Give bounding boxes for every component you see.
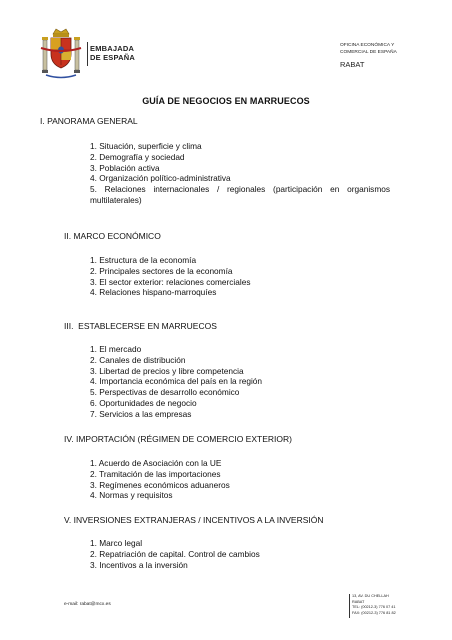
list-item: 4. Relaciones hispano-marroquíes [90, 287, 217, 298]
footer-address [352, 594, 396, 616]
list-item: 4. Normas y requisitos [90, 490, 173, 501]
list-item: 5. Relaciones internacionales / regionales (participación en organismos multilaterales) [90, 184, 390, 205]
address-line: FAX: (00212-3) 776 81 82 [352, 610, 396, 615]
list-item: 2. Demografía y sociedad [90, 151, 185, 162]
office-line-1: OFICINA ECONÓMICA Y [340, 43, 395, 48]
section-establecerse [64, 321, 217, 332]
address-line: RABAT [352, 599, 365, 604]
section-importacion [64, 434, 292, 445]
office-city: RABAT [340, 60, 365, 69]
document-title: GUÍA DE NEGOCIOS EN MARRUECOS [142, 96, 310, 106]
list-item: 4. Importancia económica del país en la región [90, 376, 263, 387]
section-inversiones [64, 515, 323, 526]
footer-divider [349, 594, 350, 618]
section-title: I. PANORAMA GENERAL [40, 116, 138, 126]
list-item: 2. Tramitación de las importaciones [90, 468, 221, 479]
list-item: 3. Regímenes económicos aduaneros [90, 479, 230, 490]
list-item: 6. Oportunidades de negocio [90, 397, 197, 408]
section-marco-economico [64, 231, 161, 242]
list-item: 2. Repatriación de capital. Control de cambios [90, 548, 260, 559]
office-line-2: COMERCIAL DE ESPAÑA [340, 50, 397, 55]
section-panorama-general [40, 116, 138, 127]
section-4-items [90, 458, 390, 501]
list-item: 2. Principales sectores de la economía [90, 265, 233, 276]
section-5-items [90, 538, 390, 570]
section-3-items [90, 344, 390, 420]
footer-email: e-mail: rabat@mcx.es [64, 602, 111, 607]
list-item: 7. Servicios a las empresas [90, 408, 192, 419]
list-item: 1. Acuerdo de Asociación con la UE [90, 458, 222, 468]
header-divider [87, 42, 88, 66]
list-item: 3. Incentivos a la inversión [90, 559, 188, 570]
section-title: III. ESTABLECERSE EN MARRUECOS [64, 321, 217, 331]
section-title: II. MARCO ECONÓMICO [64, 231, 161, 241]
list-item: 5. Perspectivas de desarrollo económico [90, 387, 240, 398]
section-2-items [90, 255, 390, 298]
spain-coat-of-arms-logo [40, 28, 82, 80]
list-item: 1. Estructura de la economía [90, 255, 197, 265]
list-item: 1. Marco legal [90, 538, 143, 548]
section-title: V. INVERSIONES EXTRANJERAS / INCENTIVOS A LA INVERSIÓN [64, 515, 324, 525]
list-item: 1. El mercado [90, 344, 142, 354]
section-1-items [90, 141, 390, 206]
embassy-line-1: EMBAJADA [90, 44, 135, 53]
list-item: 3. El sector exterior: relaciones comerciales [90, 276, 251, 287]
address-line: TEL: (00212-3) 776 07 41 [352, 605, 396, 610]
list-item: 3. Libertad de precios y libre competencia [90, 365, 244, 376]
office-name [340, 42, 397, 68]
address-line: 13, AV. DU CHELLAH [352, 594, 389, 598]
embassy-name [90, 44, 135, 62]
list-item: 1. Situación, superficie y clima [90, 141, 202, 151]
list-item: 2. Canales de distribución [90, 354, 186, 365]
section-title: IV. IMPORTACIÓN (RÉGIMEN DE COMERCIO EXTERIOR) [64, 434, 292, 444]
list-item: 3. Población activa [90, 162, 160, 173]
embassy-line-2: DE ESPAÑA [90, 53, 136, 62]
list-item: 4. Organización político-administrativa [90, 173, 231, 184]
